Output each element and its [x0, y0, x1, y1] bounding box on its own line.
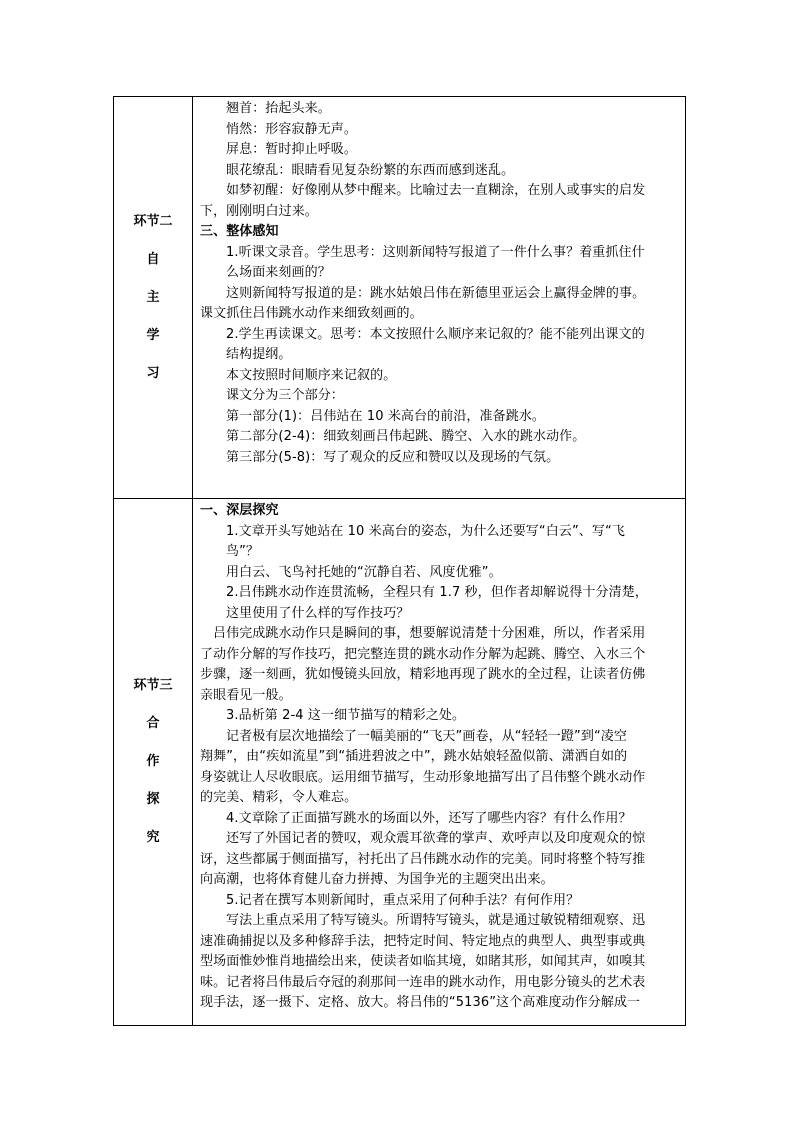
text-line: 型场面惟妙惟肖地描绘出来，使读者如临其境，如睹其形，如闻其声，如嗅其 [200, 954, 646, 969]
text-line: 现手法，逐一摄下、定格、放大。将吕伟的“5136”这个高难度动作分解成一 [200, 995, 641, 1010]
text-line: 翘首：抬起头来。 [226, 101, 331, 116]
section-label-char: 合 [146, 716, 160, 731]
text-line: 5.记者在撰写本则新闻时，重点采用了何种手法？有何作用？ [226, 892, 580, 908]
text-line: 1.听课文录音。学生思考：这则新闻特写报道了一件什么事？着重抓住什 [226, 244, 645, 260]
text-line: 1.文章开头写她站在 10 米高台的姿态，为什么还要写“白云”、写“飞 [226, 523, 625, 539]
text-line: 屏息：暂时抑止呼吸。 [226, 142, 358, 157]
text-line: 身姿就让人尽收眼底。运用细节描写，生动形象地描写出了吕伟整个跳水动作 [200, 769, 646, 785]
section-label-char: 主 [146, 289, 160, 305]
text-line: 讶，这些都属于侧面描写，衬托出了吕伟跳水动作的完美。同时将整个特写推 [200, 851, 646, 867]
text-line: 了动作分解的写作技巧，把完整连贯的跳水动作分解为起跳、腾空、入水三个 [200, 646, 646, 662]
text-line: 速准确捕捉以及多种修辞手法，把特定时间、特定地点的典型人、典型事或典 [200, 933, 646, 949]
text-line: 味。记者将吕伟最后夺冠的刹那间一连串的跳水动作，用电影分镜头的艺术表 [200, 974, 646, 990]
text-line: 向高潮，也将体育健儿奋力拼搏、为国争光的主题突出出来。 [200, 872, 554, 887]
section-label-char: 学 [146, 327, 160, 343]
text-line: 的完美、精彩，令人难忘。 [200, 790, 358, 805]
text-line: 第三部分(5-8)：写了观众的反应和赞叹以及现场的气氛。 [226, 449, 560, 465]
text-line: 这里使用了什么样的写作技巧？ [226, 605, 410, 621]
text-line: 吕伟完成跳水动作只是瞬间的事，想要解说清楚十分困难，所以，作者采用 [213, 626, 646, 641]
section-label: 环节二 [133, 213, 173, 229]
section-label-char: 习 [146, 365, 160, 381]
text-line: 眼花缭乱：眼睛看见复杂纷繁的东西而感到迷乱。 [226, 162, 515, 178]
text-line: 翔舞”，由“疾如流星”到“插进碧波之中”，跳水姑娘轻盈似箭、潇洒自如的 [200, 749, 628, 764]
text-line: 第一部分(1)：吕伟站在 10 米高台的前沿，准备跳水。 [226, 408, 546, 424]
text-line: 步骤，逐一刻画，犹如慢镜头回放，精彩地再现了跳水的全过程，让读者仿佛 [200, 667, 646, 682]
text-line: 本文按照时间顺序来记叙的。 [226, 367, 397, 383]
section-heading: 一、深层探究 [200, 503, 279, 518]
text-line: 结构提纲。 [226, 347, 292, 362]
text-line: 下，刚刚明白过来。 [200, 203, 318, 219]
text-line: 记者极有层次地描绘了一幅美丽的“飞天”画卷，从“轻轻一蹬”到“凌空 [226, 728, 627, 744]
section-label-cell [114, 499, 193, 1026]
text-line: 么场面来刻画的？ [226, 265, 331, 280]
section-content [200, 501, 679, 1014]
section-row-self-study [114, 97, 686, 499]
section-content [200, 99, 679, 468]
text-line: 课文抓住吕伟跳水动作来细致刻画的。 [200, 306, 423, 321]
section-content-cell [193, 499, 686, 1026]
section-label-char: 究 [146, 830, 160, 845]
text-line: 第二部分(2-4)：细致刻画吕伟起跳、腾空、入水的跳水动作。 [226, 429, 586, 444]
section-row-cooperative-inquiry [114, 499, 686, 1026]
text-line: 4.文章除了正面描写跳水的场面以外，还写了哪些内容？有什么作用？ [226, 810, 632, 826]
text-line: 3.品析第 2-4 这一细节描写的精彩之处。 [226, 708, 466, 723]
text-line: 鸟”？ [226, 544, 260, 559]
section-content-cell [193, 97, 686, 499]
lesson-table [113, 96, 686, 1026]
section-label-char: 自 [146, 251, 160, 267]
section-label: 环节三 [133, 678, 173, 693]
text-line: 2.吕伟跳水动作连贯流畅，全程只有 1.7 秒，但作者却解说得十分清楚， [226, 585, 648, 600]
section-label-cell [114, 97, 193, 499]
section-label-char: 作 [146, 754, 160, 769]
text-line: 用白云、飞鸟衬托她的“沉静自若、风度优雅”。 [226, 564, 502, 580]
section-heading: 三、整体感知 [200, 224, 279, 239]
text-line: 如梦初醒：好像刚从梦中醒来。比喻过去一直糊涂，在别人或事实的启发 [226, 183, 646, 198]
text-line: 亲眼看见一般。 [200, 687, 292, 703]
text-line: 写法上重点采用了特写镜头。所谓特写镜头，就是通过敏锐精细观察、迅 [226, 913, 646, 928]
text-line: 还写了外国记者的赞叹，观众震耳欲聋的掌声、欢呼声以及印度观众的惊 [226, 831, 646, 846]
section-label-char: 探 [146, 792, 160, 807]
text-line: 课文分为三个部分： [226, 388, 344, 403]
text-line: 2.学生再读课文。思考：本文按照什么顺序来记叙的？能不能列出课文的 [226, 326, 645, 342]
text-line: 悄然：形容寂静无声。 [226, 121, 358, 137]
text-line: 这则新闻特写报道的是：跳水姑娘吕伟在新德里亚运会上赢得金牌的事。 [226, 285, 646, 301]
